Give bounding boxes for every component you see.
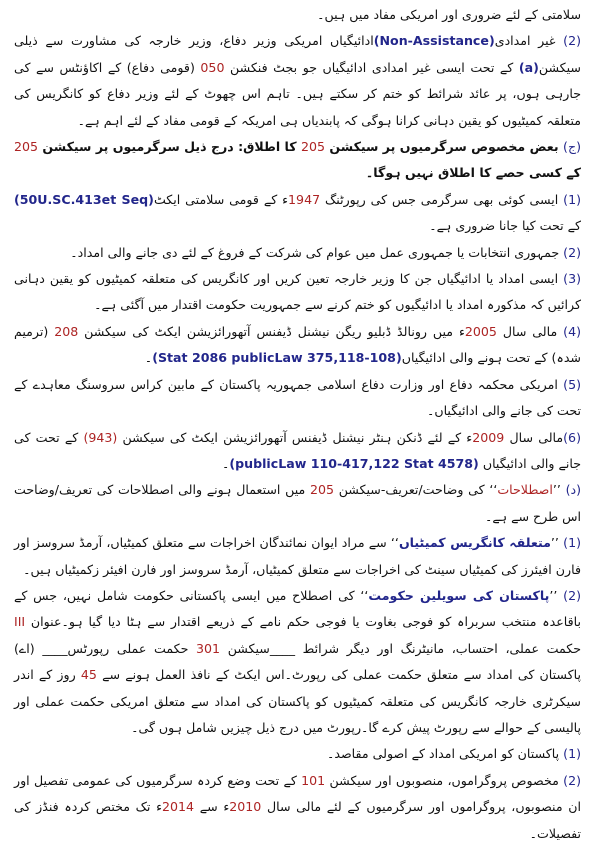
highlighted-text: 2009 — [472, 429, 505, 445]
paragraph — [14, 741, 581, 767]
highlighted-text: 45 — [80, 667, 97, 683]
text-run: کے تحت کی جانے والی ادائیگیاں — [14, 429, 581, 471]
highlighted-text: 050 — [200, 59, 225, 75]
highlighted-text: (2) — [563, 587, 582, 603]
highlighted-text: (د) — [565, 482, 581, 498]
highlighted-text: (1) — [563, 746, 581, 762]
text-run: ’’ — [550, 535, 564, 551]
highlighted-text: پاکستان کی سویلین حکومت — [368, 587, 550, 603]
highlighted-text: (50U.SC.413et Seq) — [14, 191, 154, 207]
text-run: ء کے قومی سلامتی ایکٹ — [153, 191, 289, 207]
highlighted-text: (publicLaw 110-417,122 Stat 4578) — [229, 455, 479, 471]
highlighted-text: (108-375,118 Stat 2086 publicLaw) — [152, 350, 402, 366]
text-run: ‘‘ سے مراد ایوان نمائندگان اخراجات سے متعلق کمیٹیاں، آرمڈ سروسز اور فارن افیئرز کی کمیٹیاں سینٹ کی اخراجات سے متعلق کمیٹیاں، آرمڈ سروسز اور فارن افیئر زکمیٹیاں ہیں۔ — [14, 535, 581, 577]
text-run: کے تحت کیا جانا ضروری ہے۔ — [429, 218, 581, 234]
highlighted-text: (1) — [563, 191, 581, 207]
highlighted-text: (ج) — [563, 139, 581, 155]
highlighted-text: (6) — [563, 429, 581, 445]
paragraph — [14, 240, 581, 266]
highlighted-text: 1947 — [288, 191, 321, 207]
highlighted-text: (Non-Assistance) — [373, 33, 495, 49]
text-run: ایسی امداد یا ادائیگیاں جن کا وزیر خارجہ تعین کریں اور کانگریس کی متعلقہ کمیٹیوں کو یقین دہانی کرائیں کہ مذکورہ امداد یا ادائیگیوں کو ختم کرنے سے جمہوریت حکومت اقتدار میں آگئی ہے۔ — [14, 271, 581, 313]
paragraph — [14, 28, 581, 134]
text-run: ادائیگیاں امریکی وزیر دفاع، وزیر خارجہ کی مشاورت سے ذیلی سیکشن — [14, 33, 581, 75]
highlighted-text: III — [14, 614, 26, 630]
paragraph — [14, 2, 581, 28]
text-run: میں استعمال ہونے والی اصطلاحات کی تعریف/وضاحت اس طرح سے ہے۔ — [14, 482, 581, 524]
text-run: کے تحت وضع کردہ سرگرمیوں کی عمومی تفصیل اور ان منصوبوں، پروگراموں اور سرگرمیوں کے لئے مالی سال — [14, 772, 581, 815]
highlighted-text: 2005 — [464, 323, 497, 339]
text-run: ایسی کوئی بھی سرگرمی جس کی رپورٹنگ — [320, 191, 564, 207]
text-run: (ترمیم شدہ) کے تحت ہونے والی ادائیگیاں — [14, 323, 581, 366]
highlighted-text: (1) — [563, 535, 581, 551]
text-run: ‘‘ کی وضاحت/تعریف-سیکشن — [334, 482, 498, 498]
text-run: مالی سال — [504, 429, 564, 445]
text-run: مالی سال — [496, 323, 564, 339]
highlighted-text: (2) — [563, 244, 581, 260]
highlighted-text: (a) — [518, 59, 539, 75]
paragraph — [14, 768, 581, 847]
highlighted-text: 101 — [301, 772, 326, 788]
text-run: ۔ — [221, 455, 230, 471]
highlighted-text: 2010 — [229, 799, 262, 815]
highlighted-text: (943) — [83, 429, 118, 445]
paragraph — [14, 425, 581, 478]
text-run: ’’ — [549, 587, 564, 603]
highlighted-text: کے کسی حصے کا اطلاق نہیں ہوگا۔ — [365, 165, 581, 181]
text-run: ء تک مختص کردہ فنڈز کی تفصیلات۔ — [14, 799, 581, 841]
text-run: کے تحت ایسی غیر امدادی ادائیگیاں جو بجٹ فنکشن — [224, 59, 519, 75]
highlighted-text: (5) — [563, 376, 581, 392]
highlighted-text: 205 — [14, 139, 39, 155]
highlighted-text: 205 — [300, 139, 326, 155]
paragraph — [14, 187, 581, 240]
paragraph — [14, 583, 581, 741]
text-run: ء میں رونالڈ ڈبلیو ریگن نیشنل ڈیفنس آتھورائزیشن ایکٹ کی سیکشن — [78, 323, 465, 339]
text-run: حکمت عملی رپورٹس____ (اے) پاکستان کی امداد سے متعلق حکمت عملی کی رپورٹ۔اس ایکٹ کے نافذ العمل ہونے سے — [14, 640, 582, 683]
text-run: سلامتی کے لئے ضروری اور امریکی مفاد میں ہیں۔ — [317, 7, 581, 22]
text-run: ’’ — [552, 482, 566, 498]
text-run: مخصوص پروگراموں، منصوبوں اور سیکشن — [325, 772, 564, 788]
text-run: ‘‘ کی اصطلاح میں ایسی پاکستانی حکومت شامل نہیں، جس کے باقاعدہ منتخب سربراہ کو فوجی بغاوت یا فوجی حکم نامے کے ذریعے اقتدار سے ہٹا دیا گیا ہو۔عنوان — [14, 587, 581, 630]
text-run: (قومی دفاع) کے اکاؤنٹس سے کی جارہی ہوں، پر عائد شرائط کو ختم کر سکتے ہیں۔ تاہم اس چھوٹ کے لئے وزیر دفاع کو کانگریس کی متعلقہ کمیٹیوں کو یقین دہانی کرانا ہوگی کہ پابندیاں ہی امریکہ کے قومی مفاد کے لئے اہم ہے۔ — [14, 59, 581, 128]
highlighted-text: متعلقہ کانگریس کمیٹیاں — [398, 535, 551, 551]
highlighted-text: بعض مخصوص سرگرمیوں پر سیکشن — [325, 139, 564, 155]
text-run: غیر امدادی — [494, 33, 564, 49]
paragraph — [14, 477, 581, 530]
highlighted-text: (2) — [563, 772, 581, 788]
highlighted-text: (3) — [563, 271, 581, 287]
highlighted-text: 301 — [196, 640, 221, 656]
text-run: حکمت عملی، احتساب، مانیٹرنگ اور دیگر شرائط ____سیکشن — [220, 640, 581, 656]
paragraph — [14, 530, 581, 583]
highlighted-text: 208 — [54, 323, 79, 339]
paragraph — [14, 319, 581, 372]
highlighted-text: کا اطلاق: درج ذیل سرگرمیوں پر سیکشن — [38, 139, 301, 155]
text-run: امریکی محکمہ دفاع اور وزارت دفاع اسلامی جمہوریہ پاکستان کے مابین کراس سروسنگ معاہدے کے تحت کی جانے والی ادائیگیاں۔ — [14, 376, 581, 419]
text-run: ء کے لئے ڈنکن ہنٹر نیشنل ڈیفنس آتھورائزیشن ایکٹ کی سیکشن — [117, 429, 473, 445]
text-run: پاکستان کو امریکی امداد کے اصولی مقاصد۔ — [327, 746, 564, 762]
text-run: روز کے اندر سیکرٹری خارجہ کانگریس کی متعلقہ کمیٹیوں کو پاکستان کی امداد سے متعلق امریکی حکمت عملی اور پالیسی کے حوالے سے رپورٹ پیش کرے گا۔رپورٹ میں درج ذیل چیزیں شامل ہوں گی۔ — [14, 667, 581, 735]
text-run: ۔ — [144, 350, 153, 366]
highlighted-text: 205 — [309, 482, 334, 498]
text-run: جمہوری انتخابات یا جمہوری عمل میں عوام کی شرکت کے فروغ کے لئے دی جانے والی امداد۔ — [70, 244, 564, 260]
highlighted-text: (2) — [563, 33, 581, 49]
highlighted-text: 2014 — [162, 799, 195, 815]
paragraph — [14, 372, 581, 425]
paragraph — [14, 134, 581, 187]
text-run: ء سے — [194, 799, 230, 815]
highlighted-text: اصطلاحات — [497, 482, 553, 498]
highlighted-text: (4) — [563, 323, 581, 339]
paragraph — [14, 266, 581, 319]
